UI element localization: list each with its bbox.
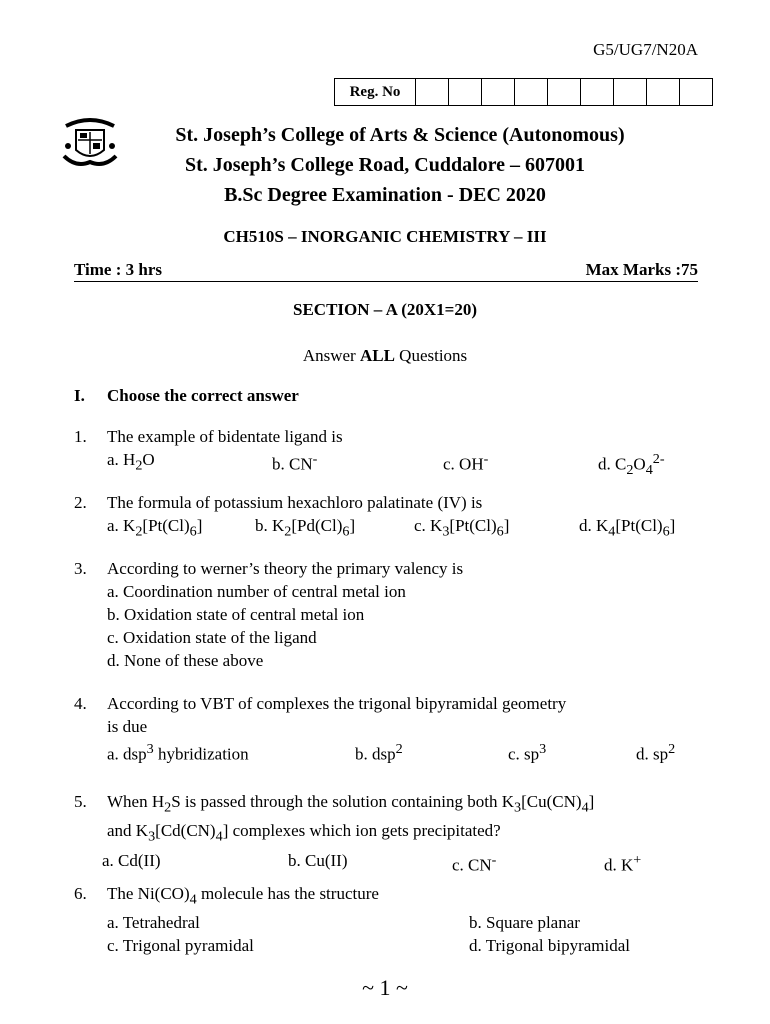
option-d: d. None of these above [107, 651, 264, 670]
part-number: I. [74, 386, 85, 405]
option-c: c. Oxidation state of the ligand [107, 628, 317, 647]
option-b: b. Cu(II) [288, 850, 348, 870]
option-c: c. OH- [443, 451, 489, 474]
question-2 [74, 491, 724, 540]
option-b: b. Square planar [469, 913, 580, 933]
reg-no-box [416, 79, 449, 105]
section-instruction [0, 346, 770, 366]
question-text: According to VBT of complexes the trigonal bipyramidal geometry [107, 694, 567, 713]
options-row [107, 934, 724, 957]
option-a: a. Cd(II) [102, 850, 161, 870]
reg-no-box [647, 79, 680, 105]
option-b: b. Oxidation state of central metal ion [107, 605, 365, 624]
option-a: a. $H_2O$ [107, 450, 155, 474]
options-row [102, 849, 724, 875]
option-a: a. Tetrahedral [107, 913, 200, 933]
option-c: c. Trigonal pyramidal [107, 936, 254, 956]
question-6 [74, 882, 724, 957]
question-text: The $Ni(CO)_4$ molecule has the structure [107, 884, 379, 908]
question-number: 4. [74, 694, 87, 713]
option-a: a. dsp$^3$ hybridization [107, 741, 249, 764]
option-b: b. dsp$^2$ [355, 741, 403, 764]
question-number: 2. [74, 493, 87, 512]
college-address: St. Joseph’s College Road, Cuddalore – 607001 [184, 154, 586, 176]
question-text: According to werner’s theory the primary valency is [107, 559, 464, 578]
time-marks-row [74, 260, 698, 282]
exam-title: B.Sc Degree Examination - DEC 2020 [224, 184, 546, 206]
question-3 [74, 557, 724, 672]
reg-no-box [680, 79, 712, 105]
instruction-emphasis: ALL [359, 346, 395, 365]
question-text: When $H_2S$ is passed through the solution containing both $K_3[Cu(CN)_4]$ [107, 792, 595, 816]
options-row [107, 738, 724, 764]
time-label: Time : 3 hrs [74, 260, 162, 279]
instruction-text: Answer [302, 346, 360, 365]
part-heading [74, 386, 299, 406]
reg-no-box [548, 79, 581, 105]
option-d: d. $K_4[Pt(Cl)_6]$ [579, 516, 676, 540]
max-marks-label: Max Marks :75 [585, 260, 698, 279]
reg-no-label: Reg. No [335, 79, 416, 105]
instruction-text: Questions [394, 346, 468, 365]
reg-no-box [614, 79, 647, 105]
paper-code: G5/UG7/N20A [593, 40, 698, 59]
reg-no-box [482, 79, 515, 105]
option-c: c. $sp^3$ [508, 741, 547, 764]
question-number: 1. [74, 427, 87, 446]
options-row [107, 514, 724, 540]
question-4 [74, 692, 724, 764]
option-d: d. $sp^2$ [636, 741, 676, 764]
page-number: ~ 1 ~ [362, 975, 408, 1000]
question-text: and $K_3[Cd(CN)_4]$ complexes which ion gets precipitated? [107, 821, 501, 845]
option-c: c. $K_3[Pt(Cl)_6]$ [414, 516, 510, 540]
option-b: b. $K_2[Pd(Cl)_6]$ [255, 516, 356, 540]
option-b: b. CN- [272, 451, 318, 474]
question-text: is due [107, 717, 148, 736]
option-a: a. Coordination number of central metal ion [107, 582, 406, 601]
question-1 [74, 425, 724, 479]
question-text: The formula of potassium hexachloro palatinate (IV) is [107, 493, 483, 512]
option-c: c. CN- [452, 851, 497, 875]
reg-no-box [581, 79, 614, 105]
part-title: Choose the correct answer [107, 386, 299, 405]
question-text: The example of bidentate ligand is [107, 427, 343, 446]
question-5 [74, 790, 724, 875]
question-number: 6. [74, 884, 87, 903]
section-title: SECTION – A (20X1=20) [293, 300, 477, 319]
question-number: 3. [74, 559, 87, 578]
reg-no-grid [334, 78, 713, 106]
options-row [107, 911, 724, 934]
course-title: CH510S – INORGANIC CHEMISTRY – III [223, 227, 547, 246]
option-d: d. $C_2O_4^{2-}$ [598, 451, 665, 479]
option-a: a. $K_2[Pt(Cl)_6]$ [107, 516, 203, 540]
options-row [107, 448, 724, 479]
option-d: d. K+ [604, 851, 642, 875]
reg-no-box [515, 79, 548, 105]
option-d: d. Trigonal bipyramidal [469, 936, 631, 956]
reg-no-box [449, 79, 482, 105]
college-name: St. Joseph’s College of Arts & Science (Autonomous) [175, 124, 625, 146]
question-number: 5. [74, 792, 87, 811]
